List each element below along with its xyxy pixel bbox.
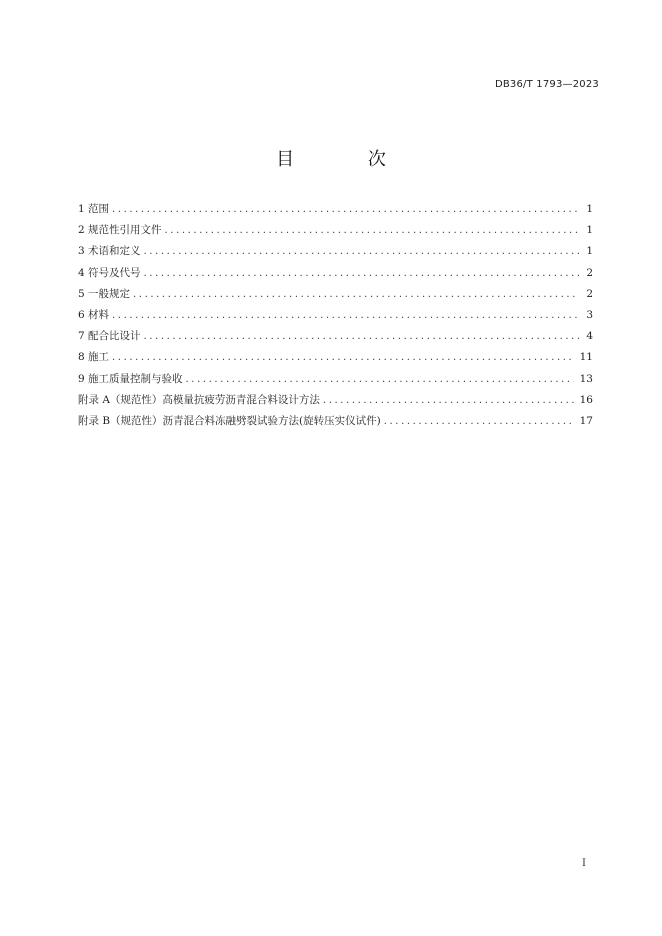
toc-entry-label: 2 规范性引用文件	[78, 224, 162, 237]
toc-leader-dots	[144, 263, 579, 284]
toc-entry[interactable]	[78, 347, 593, 368]
toc-entry-label: 3 术语和定义	[78, 245, 141, 258]
toc-entry-page: 1	[586, 245, 593, 258]
toc-entry-label: 9 施工质量控制与验收	[78, 372, 183, 385]
toc-entry[interactable]	[78, 199, 593, 220]
toc-entry[interactable]	[78, 241, 593, 262]
toc-entry-label: 7 配合比设计	[78, 330, 141, 343]
toc-leader-dots	[384, 411, 574, 432]
toc-leader-dots	[186, 369, 574, 390]
toc-list	[78, 199, 593, 432]
toc-entry-page: 2	[586, 287, 593, 300]
toc-entry[interactable]	[78, 411, 593, 432]
toc-entry[interactable]	[78, 326, 593, 347]
toc-entry-page: 3	[586, 308, 593, 321]
toc-entry-page: 16	[579, 393, 593, 406]
toc-entry-label: 6 材料	[78, 308, 110, 321]
toc-leader-dots	[133, 284, 579, 305]
toc-leader-dots	[144, 241, 579, 262]
toc-entry-label: 8 施工	[78, 351, 110, 364]
toc-entry[interactable]	[78, 369, 593, 390]
toc-entry[interactable]	[78, 305, 593, 326]
document-code: DB36/T 1793—2023	[494, 79, 599, 90]
toc-entry-label: 5 一般规定	[78, 287, 131, 300]
toc-entry-page: 17	[579, 414, 593, 427]
toc-entry-label: 附录 A（规范性）高模量抗疲劳沥青混合料设计方法	[78, 393, 320, 406]
toc-entry-label: 附录 B（规范性）沥青混合料冻融劈裂试验方法(旋转压实仪试件)	[78, 414, 381, 427]
toc-entry[interactable]	[78, 220, 593, 241]
toc-leader-dots	[165, 220, 579, 241]
toc-entry-label: 1 范围	[78, 203, 110, 215]
toc-leader-dots	[112, 305, 579, 326]
toc-entry-label: 4 符号及代号	[78, 266, 141, 279]
toc-leader-dots	[112, 199, 579, 220]
toc-entry[interactable]	[78, 390, 593, 411]
toc-leader-dots	[323, 390, 574, 411]
toc-entry-page: 2	[586, 266, 593, 279]
toc-entry-page: 11	[579, 351, 593, 364]
toc-title: 目 次	[276, 149, 420, 170]
toc-entry[interactable]	[78, 263, 593, 284]
page-number: I	[582, 858, 586, 869]
toc-entry-page: 1	[586, 203, 593, 215]
toc-entry-page: 4	[586, 330, 593, 343]
toc-entry-page: 13	[579, 372, 593, 385]
toc-entry[interactable]	[78, 284, 593, 305]
toc-entry-page: 1	[586, 224, 593, 237]
toc-leader-dots	[144, 326, 579, 347]
toc-leader-dots	[112, 347, 574, 368]
